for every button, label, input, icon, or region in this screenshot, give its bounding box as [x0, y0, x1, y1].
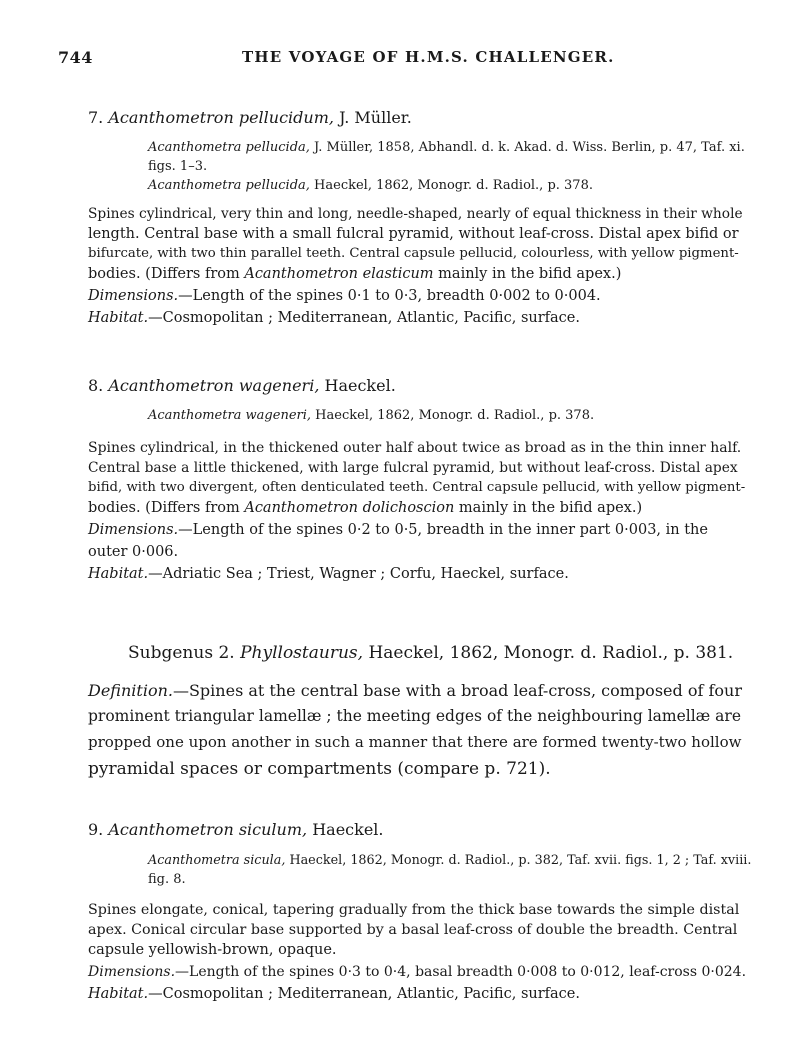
habitat-label: Habitat. — [88, 986, 149, 1002]
synonym-name: Acanthometra pellucida, — [148, 140, 310, 155]
subgenus-heading — [128, 643, 733, 663]
synonym-name: Acanthometra sicula, — [148, 853, 286, 868]
species-7-synonym-cont — [148, 156, 207, 177]
synonym-citation: Haeckel, 1862, Monogr. d. Radiol., p. 378. — [315, 408, 595, 423]
species-9-heading — [88, 820, 384, 839]
species-7-number: 7. — [88, 108, 104, 127]
habitat-label: Habitat. — [88, 310, 149, 326]
dimensions-label: Dimensions. — [88, 288, 179, 304]
description-line: bodies. (Differs from Acanthometron elasticum mainly in the bifid apex.) — [88, 266, 622, 282]
species-8-number: 8. — [88, 376, 104, 395]
page-number: 744 — [58, 48, 93, 67]
species-reference: Acanthometron elasticum — [244, 266, 434, 282]
species-7-dimensions: Dimensions.—Length of the spines 0·1 to 0·3, breadth 0·002 to 0·004. — [88, 288, 601, 304]
synonym-citation: J. Müller, 1858, Abhandl. d. k. Akad. d. Wiss. Berlin, p. 47, Taf. xi. — [314, 140, 745, 155]
definition-line: Definition.—Spines at the central base with a broad leaf-cross, composed of four — [88, 681, 742, 700]
description-line: bifurcate, with two thin parallel teeth. Central capsule pellucid, colourless, with yellow pigment- — [88, 246, 739, 261]
species-9-synonym — [148, 850, 751, 871]
definition-label: Definition. — [88, 681, 173, 700]
species-7-name: Acanthometron pellucidum, — [108, 108, 334, 127]
species-reference: Acanthometron dolichoscion — [244, 500, 455, 516]
definition-line: pyramidal spaces or compartments (compare p. 721). — [88, 759, 551, 779]
species-9-dimensions: Dimensions.—Length of the spines 0·3 to 0·4, basal breadth 0·008 to 0·012, leaf-cross 0·024. — [88, 964, 747, 980]
synonym-name: Acanthometra pellucida, — [148, 178, 310, 193]
species-9-synonym-cont — [148, 869, 186, 890]
running-title: THE VOYAGE OF H.M.S. CHALLENGER. — [242, 48, 615, 66]
species-7-synonym — [148, 175, 593, 196]
description-line: bifid, with two divergent, often denticulated teeth. Central capsule pellucid, with yellow pigment- — [88, 480, 746, 495]
synonym-name: Acanthometra wageneri, — [148, 408, 312, 423]
species-7-synonym — [148, 137, 745, 158]
species-9-number: 9. — [88, 820, 104, 839]
description-line: capsule yellowish-brown, opaque. — [88, 942, 337, 958]
subgenus-citation: Haeckel, 1862, Monogr. d. Radiol., p. 381. — [368, 643, 734, 663]
description-line: length. Central base with a small fulcral pyramid, without leaf-cross. Distal apex bifid or — [88, 226, 739, 242]
description-line: bodies. (Differs from Acanthometron dolichoscion mainly in the bifid apex.) — [88, 500, 643, 516]
definition-line: prominent triangular lamellæ ; the meeting edges of the neighbouring lamellæ are — [88, 707, 742, 725]
species-7-habitat: Habitat.—Cosmopolitan ; Mediterranean, Atlantic, Pacific, surface. — [88, 310, 580, 326]
synonym-citation: fig. 8. — [148, 872, 186, 887]
species-8-dimensions-cont: outer 0·006. — [88, 544, 179, 560]
synonym-citation: Haeckel, 1862, Monogr. d. Radiol., p. 378. — [314, 178, 593, 193]
subgenus-prefix: Subgenus 2. — [128, 643, 235, 663]
description-line: apex. Conical circular base supported by a basal leaf-cross of double the breadth. Central — [88, 922, 738, 938]
dimensions-label: Dimensions. — [88, 964, 176, 980]
species-8-name: Acanthometron wageneri, — [108, 376, 320, 395]
synonym-citation: figs. 1–3. — [148, 159, 208, 174]
subgenus-name: Phyllostaurus, — [240, 643, 364, 663]
species-8-heading — [88, 376, 396, 395]
species-7-author: J. Müller. — [339, 108, 412, 127]
habitat-label: Habitat. — [88, 566, 149, 582]
definition-line: propped one upon another in such a manner that there are formed twenty-two hollow — [88, 733, 742, 751]
species-8-habitat: Habitat.—Adriatic Sea ; Triest, Wagner ; Corfu, Haeckel, surface. — [88, 566, 569, 582]
species-8-dimensions: Dimensions.—Length of the spines 0·2 to 0·5, breadth in the inner part 0·003, in the — [88, 522, 708, 538]
species-9-habitat: Habitat.—Cosmopolitan ; Mediterranean, Atlantic, Pacific, surface. — [88, 986, 580, 1002]
species-9-author: Haeckel. — [312, 820, 384, 839]
species-8-synonym — [148, 405, 594, 426]
species-8-author: Haeckel. — [324, 376, 396, 395]
description-line: Central base a little thickened, with large fulcral pyramid, but without leaf-cross. Distal apex — [88, 460, 738, 476]
description-line: Spines elongate, conical, tapering gradually from the thick base towards the simple distal — [88, 902, 740, 918]
species-7-heading — [88, 108, 412, 127]
description-line: Spines cylindrical, in the thickened outer half about twice as broad as in the thin inner half. — [88, 440, 742, 456]
synonym-citation: Haeckel, 1862, Monogr. d. Radiol., p. 382, Taf. xvii. figs. 1, 2 ; Taf. xviii. — [289, 853, 752, 868]
description-line: Spines cylindrical, very thin and long, needle-shaped, nearly of equal thickness in their whole — [88, 206, 743, 222]
species-9-name: Acanthometron siculum, — [108, 820, 308, 839]
dimensions-label: Dimensions. — [88, 522, 179, 538]
